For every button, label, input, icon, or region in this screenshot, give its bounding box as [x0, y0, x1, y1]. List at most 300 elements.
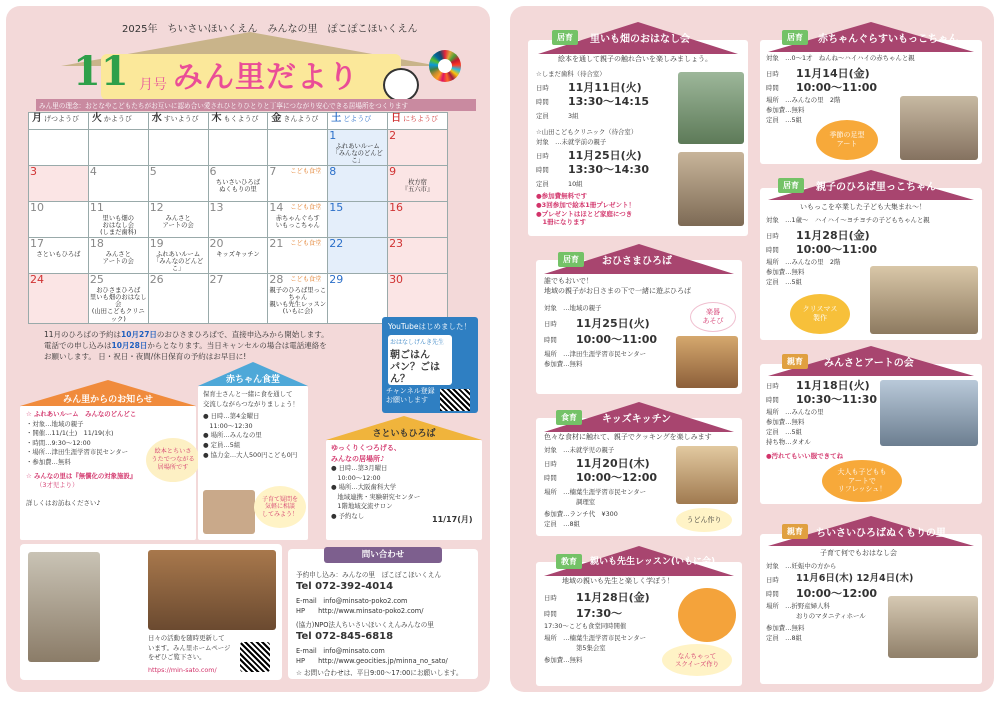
- nukumori-time: 10:00～12:00: [796, 587, 878, 600]
- imobatake-time2: 13:30～14:30: [568, 163, 650, 176]
- ohisama-date-label: 日時: [544, 320, 557, 328]
- kids-cap: 定員 …8組: [544, 520, 581, 528]
- calendar-day-cell: [148, 202, 208, 238]
- minsato-line-4: ・参加費…無料: [26, 458, 71, 467]
- calendar-day-cell: [268, 130, 328, 166]
- calendar-header-0: 月 げつようび: [29, 113, 89, 130]
- minsato-item2: ☆ みんなの里は『無償化の対象施設』: [26, 471, 137, 480]
- calendar-day-cell: [148, 274, 208, 324]
- oyaimo-desc: 地域の親いも先生と楽しく学ぼう！: [562, 577, 674, 585]
- imobatake-note-2: ●プレゼントはほとど家庭につき: [536, 209, 633, 218]
- satokko-title: 親子のひろば里っこちゃん: [816, 182, 936, 193]
- calendar-date: 10: [30, 201, 44, 214]
- imobatake-notes: [536, 192, 635, 227]
- calendar-event: 枚方宿 『五六市』: [401, 178, 434, 193]
- calendar-day-cell: [268, 166, 328, 202]
- art-category: 親育: [782, 354, 808, 369]
- calendar-day-cell: [88, 202, 148, 238]
- notice-line1-post: のおひさまひろばで、直接申込みから開始します。: [156, 330, 329, 339]
- akachan-desc-line-1: 交流しながらつながりましょう！: [203, 399, 299, 408]
- calendar-day-cell: [328, 202, 388, 238]
- calendar-day-cell: [208, 274, 268, 324]
- oyaimo-date: 11月28日(金): [576, 591, 650, 604]
- youtube-promo[interactable]: [382, 317, 478, 413]
- contact-line-2: E-mail info@minsato-poko2.com: [296, 597, 408, 605]
- ohisama-card: [536, 255, 742, 394]
- calendar-event: ふれあいルーム 「みんなのどんどこ」: [152, 250, 204, 273]
- art-date: 11月18日(火): [796, 379, 870, 392]
- calendar-date: 19: [149, 237, 164, 250]
- calendar-header-reading: にちようび: [403, 115, 439, 123]
- homepage-text-line-2: をぜひご覧下さい。: [148, 653, 206, 662]
- imobatake-cap1-label: 定員: [536, 112, 549, 120]
- notice-line2-date: 10月28日: [111, 340, 148, 350]
- akachan-desc: [203, 390, 303, 409]
- minsato-line-2: ・時間…9:30～12:00: [26, 438, 91, 447]
- akachan-shokudo-card: [198, 362, 308, 540]
- calendar-day-cell: [388, 238, 448, 274]
- akachan-line-3: ● 定員…5組: [203, 441, 241, 450]
- calendar-day-cell: [88, 238, 148, 274]
- art-place: 場所 …みんなの里: [766, 408, 824, 416]
- calendar-event: キッズキッチン: [216, 250, 260, 258]
- satoimo-line-0: ● 日時…第3月曜日: [331, 464, 388, 472]
- nukumori-place: 場所 …折野産婦人科: [766, 602, 830, 610]
- kids-date-label: 日時: [544, 460, 557, 468]
- notice-line1-date: 10月27日: [121, 330, 157, 339]
- akachan-desc-line-0: 保育士さんと一緒に食を通して: [203, 390, 293, 398]
- contact-line-8: ☆ お問い合わせは、平日9:00～17:00にお願いします。: [296, 669, 463, 677]
- calendar-tag: こども食堂: [290, 276, 322, 283]
- calendar-date: 8: [329, 165, 337, 178]
- ohisama-fee: 参加費…無料: [544, 360, 583, 368]
- imobatake-cap1: 3組: [568, 112, 579, 120]
- notice-line2-pre: 電話での申し込みは: [44, 340, 112, 350]
- calendar-header-reading: すいようび: [163, 115, 199, 123]
- imobatake-time1-label: 時間: [536, 98, 549, 106]
- akachan-line-2: ● 場所…みんなの里: [203, 431, 262, 440]
- oyaimo-time2: 17:30～こども食堂同時開催: [544, 622, 627, 630]
- calendar-day-cell: [328, 238, 388, 274]
- calendar-event: みんさと アートの会: [162, 214, 194, 229]
- minsato-line-1: ・開催…11/1(土) 11/19(水): [26, 429, 114, 438]
- imokko-place: 場所 …みんなの里 2階: [766, 96, 841, 104]
- notice-line1-pre: 11月のひろばの予約は: [44, 330, 122, 339]
- kids-desc: 色々な食材に触れて、親子でクッキングを楽しみます: [544, 433, 712, 441]
- calendar-day-cell: [268, 202, 328, 238]
- contact-line-5: Tel 072-845-6818: [296, 631, 394, 642]
- calendar-date: 27: [209, 273, 224, 286]
- satokko-time: 10:00～11:00: [796, 243, 878, 256]
- imobatake-place1: ☆しまだ歯科（待合室）: [536, 70, 606, 78]
- minsato-item2-sub: （3才児より）: [36, 481, 79, 490]
- imobatake-date1: 11月11日(火): [568, 81, 642, 94]
- art-cap: 定員 …5組: [766, 428, 803, 436]
- contact-line-4: (協力)NPO法人ちいさいほいくえんみんなの里: [296, 621, 434, 629]
- imobatake-time2-label: 時間: [536, 166, 549, 174]
- art-time: 10:30～11:30: [796, 393, 878, 406]
- nukumori-cap: 定員 …8組: [766, 634, 803, 642]
- calendar-date: 9: [389, 165, 397, 178]
- art-note: ●汚れてもいい服できてね: [766, 452, 844, 460]
- contact-line-7: HP http://www.geocities.jp/minna_no_sato/: [296, 657, 448, 665]
- oyaimo-card: [536, 557, 742, 686]
- imokko-date-label: 日時: [766, 70, 779, 78]
- calendar-date: 20: [209, 237, 224, 250]
- kids-title: キッズキッチン: [602, 414, 672, 425]
- calendar-date: 3: [30, 165, 37, 178]
- nukumori-time-label: 時間: [766, 590, 779, 598]
- imobatake-card: [528, 33, 748, 236]
- satokko-time-label: 時間: [766, 246, 779, 254]
- satoimo-line-5: ● 予約なし: [331, 512, 365, 521]
- imobatake-note-0: ●参加費無料です: [536, 192, 588, 200]
- satoimo-line-2: ● 場所…大阪歯科大学: [331, 483, 397, 492]
- oyaimo-date-label: 日時: [544, 594, 557, 602]
- satokko-fee: 参加費…無料: [766, 268, 805, 276]
- satoimo-hiroba-card: [326, 416, 482, 540]
- calendar-event: 里いも畑の おはなし会 (しまだ歯科): [100, 214, 137, 237]
- satoimo-desc-line-0: ゆっくりくつろげる、: [331, 444, 401, 452]
- kids-time: 10:00～12:00: [576, 471, 658, 484]
- akachan-line-4: ● 協力金…大人500円こども0円: [203, 450, 298, 459]
- calendar-day-cell: [208, 238, 268, 274]
- ohisama-time-label: 時間: [544, 336, 557, 344]
- calendar-day-cell: [148, 238, 208, 274]
- nukumori-target: 対象 …妊娠中の方から: [766, 562, 837, 570]
- oyaimo-fee: 参加費…無料: [544, 656, 583, 664]
- oyaimo-title: 親いも先生レッスン(いもに会): [590, 557, 716, 567]
- building-photo: [28, 552, 100, 662]
- calendar-day-cell: [388, 130, 448, 166]
- art-date-label: 日時: [766, 382, 779, 390]
- calendar-date: 12: [149, 201, 164, 214]
- calendar-date: 1: [329, 129, 337, 142]
- nukumori-desc: 子育て何でもおはなし会: [820, 549, 897, 557]
- calendar-date: 22: [329, 237, 344, 250]
- calendar-date: 14: [269, 201, 284, 214]
- calendar-day-cell: [88, 274, 148, 324]
- imobatake-desc: 絵本を通して親子の触れ合いを楽しみましょう。: [558, 55, 712, 63]
- calendar-day-cell: [148, 166, 208, 202]
- contact-line-3: HP http://www.minsato-poko2.com/: [296, 607, 424, 615]
- youtube-thumbnail[interactable]: [388, 335, 452, 385]
- homepage-card: [20, 544, 282, 680]
- ohisama-place: 場所 …津田生涯学習市民センター: [544, 350, 646, 358]
- notice-line3: お願いします。 日・祝日・夜間/休日保育の予約はお早目に!: [44, 351, 247, 361]
- calendar-day-cell: [208, 202, 268, 238]
- calendar-header-reading: げつようび: [44, 115, 79, 123]
- calendar-day-cell: [268, 238, 328, 274]
- satokko-cap: 定員 …5組: [766, 278, 803, 286]
- imokko-time-label: 時間: [766, 84, 779, 92]
- calendar-date: 15: [329, 201, 344, 214]
- oyaimo-bubble: なんちゃって スクイーズ作り: [662, 644, 732, 676]
- calendar-day-cell: [29, 274, 89, 324]
- calendar-week: [29, 238, 448, 274]
- satoimo-desc: [331, 443, 477, 464]
- art-photo: [880, 380, 978, 446]
- calendar-date: 29: [329, 273, 344, 286]
- homepage-qr-code-icon: [240, 642, 270, 672]
- calendar-date: 23: [389, 237, 404, 250]
- calendar-date: 16: [389, 201, 404, 214]
- kids-target: 対象 …未就学児の親子: [544, 446, 615, 454]
- nukumori-card: [760, 527, 982, 684]
- minsato-notice-title: みん里からのお知らせ: [63, 395, 153, 405]
- satokko-photo: [870, 266, 978, 334]
- calendar-day-cell: [29, 166, 89, 202]
- ohisama-target: 対象 …地域の親子: [544, 304, 602, 312]
- contact-title: 問い合わせ: [324, 547, 442, 563]
- satokko-desc: いもっこを卒業した子ども大集まれ～！: [800, 203, 926, 211]
- minsato-item2-foot: 詳しくはお訪ねください♪: [26, 498, 101, 507]
- calendar-week: [29, 130, 448, 166]
- youtube-qr-code-icon: [440, 389, 470, 411]
- imokko-target: 対象 …0～1才 ねんね～ハイハイの赤ちゃんと親: [766, 54, 915, 62]
- month-suffix: 月号: [139, 77, 167, 93]
- satoimo-desc-line-1: みんなの居場所♪: [331, 454, 385, 463]
- calendar-day-cell: [328, 130, 388, 166]
- minsato-line-3: ・場所…津田生涯学習市民センター: [26, 448, 128, 457]
- akachan-line-1: 11:00～12:30: [203, 421, 253, 430]
- calendar-day-cell: [88, 130, 148, 166]
- calendar-event: みんさと アートの会: [102, 250, 134, 265]
- calendar-day-cell: [388, 274, 448, 324]
- ohisama-time: 10:00～11:00: [576, 333, 658, 346]
- imokko-card: [760, 33, 982, 164]
- header-year-line: 2025年 ちいさいほいくえん みんなの里 ぽこぽこほいくえん: [122, 24, 418, 35]
- satokko-place: 場所 …みんなの里 2階: [766, 258, 841, 266]
- imobatake-place2: ☆山田こどもクリニック（待合室）: [536, 128, 638, 136]
- ohisama-desc2: 地域の親子がお日さまの下で一緒に遊ぶひろば: [544, 287, 691, 295]
- oyaimo-time-label: 時間: [544, 610, 557, 618]
- calendar-date: 4: [89, 165, 97, 178]
- calendar-week: [29, 202, 448, 238]
- nukumori-fee: 参加費…無料: [766, 624, 805, 632]
- imobatake-date2-label: 日時: [536, 152, 549, 160]
- satoimo-line-1: 10:00～12:00: [331, 473, 381, 482]
- imokko-date: 11月14日(金): [796, 67, 870, 80]
- calendar-date: 21: [269, 237, 284, 250]
- satokko-category: 居育: [778, 178, 804, 193]
- satokko-date-label: 日時: [766, 232, 779, 240]
- calendar-day-cell: [208, 166, 268, 202]
- philosophy-banner: みん里の理念：おとなやこどもたちがお互いに認め合い愛されひとりひとりと丁寧につながり安心できる居場所をつくります: [36, 99, 476, 111]
- calendar-date: 6: [209, 165, 217, 178]
- imobatake-photo1: [678, 72, 744, 144]
- calendar-day-cell: [29, 202, 89, 238]
- oyaimo-category: 教育: [556, 554, 582, 569]
- imobatake-category: 居育: [552, 30, 578, 45]
- calendar-tag: こども食堂: [290, 240, 322, 247]
- ohisama-title: おひさまひろば: [602, 256, 672, 267]
- kids-category: 食育: [556, 410, 582, 425]
- kids-fee: 参加費…ランチ代 ¥300: [544, 510, 618, 518]
- right-page: [510, 6, 994, 692]
- calendar-header-reading: どようび: [343, 115, 372, 123]
- youtube-title: YouTubeはじめました！: [388, 322, 471, 331]
- youtube-thumb-small: おはなしげんき先生: [390, 339, 445, 346]
- ohisama-bubble: 楽器 あそび: [690, 302, 736, 332]
- art-fee: 参加費…無料: [766, 418, 805, 426]
- imobatake-note-3: 1冊になります: [536, 218, 587, 227]
- imokko-category: 居育: [782, 30, 808, 45]
- ohisama-date: 11月25日(火): [576, 317, 650, 330]
- homepage-url[interactable]: https://min-sato.com/: [148, 666, 217, 674]
- calendar-day-cell: [29, 238, 89, 274]
- akachan-lines: [203, 412, 303, 460]
- calendar-event: おひさまひろば 里いも畑のおはなし会 (山田こどもクリニック): [89, 286, 147, 323]
- akachan-line-0: ● 日時…第4金曜日: [203, 412, 260, 421]
- art-title: みんさとアートの会: [824, 358, 914, 369]
- calendar-header-4: 金 きんようび: [268, 113, 328, 130]
- imobatake-time1: 13:30～14:15: [568, 95, 650, 108]
- akachan-title: 赤ちゃん食堂: [225, 375, 280, 385]
- calendar-date: 30: [389, 273, 404, 286]
- rabbit-mascot-icon: [383, 68, 419, 102]
- satokko-card: [760, 181, 982, 340]
- kids-time-label: 時間: [544, 474, 557, 482]
- oyaimo-place: 場所 …楠葉生涯学習市民センター: [544, 634, 646, 642]
- nukumori-photo: [888, 596, 978, 658]
- kids-place2: 調理室: [576, 498, 596, 506]
- calendar-date: 7: [269, 165, 277, 178]
- kids-date: 11月20日(木): [576, 457, 650, 470]
- left-page: [6, 6, 490, 692]
- calendar-date: 26: [149, 273, 164, 286]
- calendar-header-reading: きんようび: [283, 115, 319, 123]
- akachan-photo: [203, 490, 255, 534]
- calendar-day-cell: [148, 130, 208, 166]
- calendar: [28, 112, 448, 324]
- calendar-event: 親子のひろば里っこちゃん 親いも先生レッスン (いもに会): [269, 286, 327, 316]
- art-item: 持ち物…タオル: [766, 438, 811, 446]
- garden-photo: [148, 550, 276, 630]
- minsato-notice-card: [20, 380, 196, 540]
- calendar-header-reading: もくようび: [223, 115, 259, 123]
- imobatake-target2: 対象 …未就学前の親子: [536, 138, 607, 146]
- satoimo-title: さといもひろば: [372, 429, 436, 439]
- ohisama-photo: [676, 336, 738, 388]
- calendar-event: さといもひろば: [36, 250, 81, 258]
- satoimo-date: 11/17(月): [432, 515, 473, 524]
- nukumori-place2: おりのマタニティホール: [796, 612, 866, 620]
- calendar-week: [29, 166, 448, 202]
- kids-bubble: うどん作り: [676, 508, 732, 532]
- contact-card: [288, 549, 478, 679]
- calendar-date: 24: [30, 273, 44, 286]
- youtube-subscribe-text: チャンネル登録 お願いします: [386, 387, 435, 405]
- month-number: 11: [73, 48, 129, 95]
- calendar-tag: こども食堂: [290, 168, 322, 175]
- imokko-cap: 定員 …5組: [766, 116, 803, 124]
- nukumori-category: 親育: [782, 524, 808, 539]
- calendar-date: 17: [30, 237, 44, 250]
- imokko-fee: 参加費…無料: [766, 106, 805, 114]
- calendar-event: 赤ちゃんぐらす いもっこちゃん: [275, 214, 320, 229]
- homepage-text-line-0: 日々の活動を随時更新して: [148, 634, 225, 642]
- kids-photo: [676, 446, 738, 504]
- imokko-time: 10:00～11:00: [796, 81, 878, 94]
- ohisama-category: 居育: [558, 252, 584, 267]
- imobatake-note-1: ●3回参加で絵本1冊プレゼント！: [536, 200, 635, 209]
- calendar-day-cell: [268, 274, 328, 324]
- calendar-date: 13: [209, 201, 224, 214]
- minsato-bubble: 絵本とちいさ うたでつながる 居場所です: [146, 438, 200, 482]
- calendar-header-2: 水 すいようび: [148, 113, 208, 130]
- oyaimo-place2: 第5集会室: [576, 644, 606, 652]
- calendar-header-row: [29, 113, 448, 130]
- homepage-text: [148, 634, 230, 663]
- calendar-date: 11: [89, 201, 104, 214]
- calendar-day-cell: [328, 274, 388, 324]
- imobatake-title: 里いも畑のおはなし会: [590, 34, 690, 45]
- youtube-thumb-title: 朝ごはん パン？ごはん？: [390, 350, 440, 385]
- satokko-target: 対象 …1歳～ ハイハイ～ヨチヨチの子どもちゃんと親: [766, 216, 930, 224]
- kids-kitchen-card: [536, 413, 742, 536]
- art-card: [760, 357, 982, 504]
- nukumori-date: 11月6日(木) 12月4日(木): [796, 573, 914, 584]
- calendar-date: 2: [389, 129, 397, 142]
- art-bubble: 大人も子どもも アートで リフレッシュ！: [822, 460, 902, 502]
- nukumori-title: ちいさいひろばぬくもりの里: [816, 528, 946, 539]
- calendar-body: [29, 130, 448, 324]
- satoimo-line-3: 地域連携・実験研究センター: [331, 492, 421, 501]
- kids-place: 場所 …楠葉生涯学習市民センター: [544, 488, 646, 496]
- ohisama-desc1: 誰でもおいで！: [544, 277, 593, 285]
- calendar-day-cell: [388, 166, 448, 202]
- contact-line-1: Tel 072-392-4014: [296, 581, 394, 592]
- calendar-date: 25: [89, 273, 104, 286]
- calendar-day-cell: [88, 166, 148, 202]
- imokko-bubble: 季節の足型 アート: [816, 120, 878, 160]
- imobatake-cap2: 10組: [568, 180, 583, 188]
- satokko-date: 11月28日(金): [796, 229, 870, 242]
- calendar-week: [29, 274, 448, 324]
- minsato-line-0: ・対象…地域の親子: [26, 419, 84, 428]
- minsato-item1: ☆ ふれあいルーム みんなのどんどこ: [26, 410, 137, 418]
- calendar-event: ふれあいルーム 「みんなのどんどこ」: [332, 142, 383, 165]
- akachan-bubble: 子育て疑問を 気軽に相談 してみよう！: [254, 486, 306, 528]
- calendar-header-reading: かようび: [103, 115, 132, 123]
- satoimo-line-4: 1階地域交流サロン: [331, 502, 393, 511]
- imobatake-date2: 11月25日(火): [568, 149, 642, 162]
- newsletter-title: みん里だより: [173, 60, 359, 95]
- squishy-photo: [678, 588, 736, 642]
- nukumori-date-label: 日時: [766, 576, 779, 584]
- calendar-day-cell: [388, 202, 448, 238]
- calendar-tag: こども食堂: [290, 204, 322, 211]
- notice-line2-post: からとなります。当日キャンセルの場合は電話連絡を: [147, 340, 327, 350]
- calendar-date: 18: [89, 237, 104, 250]
- calendar-header-5: 土 どようび: [328, 113, 388, 130]
- calendar-date: 5: [149, 165, 157, 178]
- contact-line-0: 予約申し込み：みんなの里 ぽこぽこほいくえん: [296, 571, 442, 579]
- calendar-day-cell: [29, 130, 89, 166]
- masthead: [61, 32, 439, 100]
- imobatake-date1-label: 日時: [536, 84, 549, 92]
- calendar-header-1: 火 かようび: [88, 113, 148, 130]
- homepage-text-line-1: います。みん里ホームページ: [148, 643, 231, 652]
- calendar-date: 28: [269, 273, 284, 286]
- satoimo-lines: [331, 464, 477, 522]
- calendar-event: ちいさいひろば ぬくもりの里: [215, 178, 260, 193]
- satokko-bubble: クリスマス 製作: [790, 294, 850, 334]
- imobatake-photo2: [678, 152, 744, 226]
- imokko-photo: [900, 96, 978, 160]
- calendar-day-cell: [328, 166, 388, 202]
